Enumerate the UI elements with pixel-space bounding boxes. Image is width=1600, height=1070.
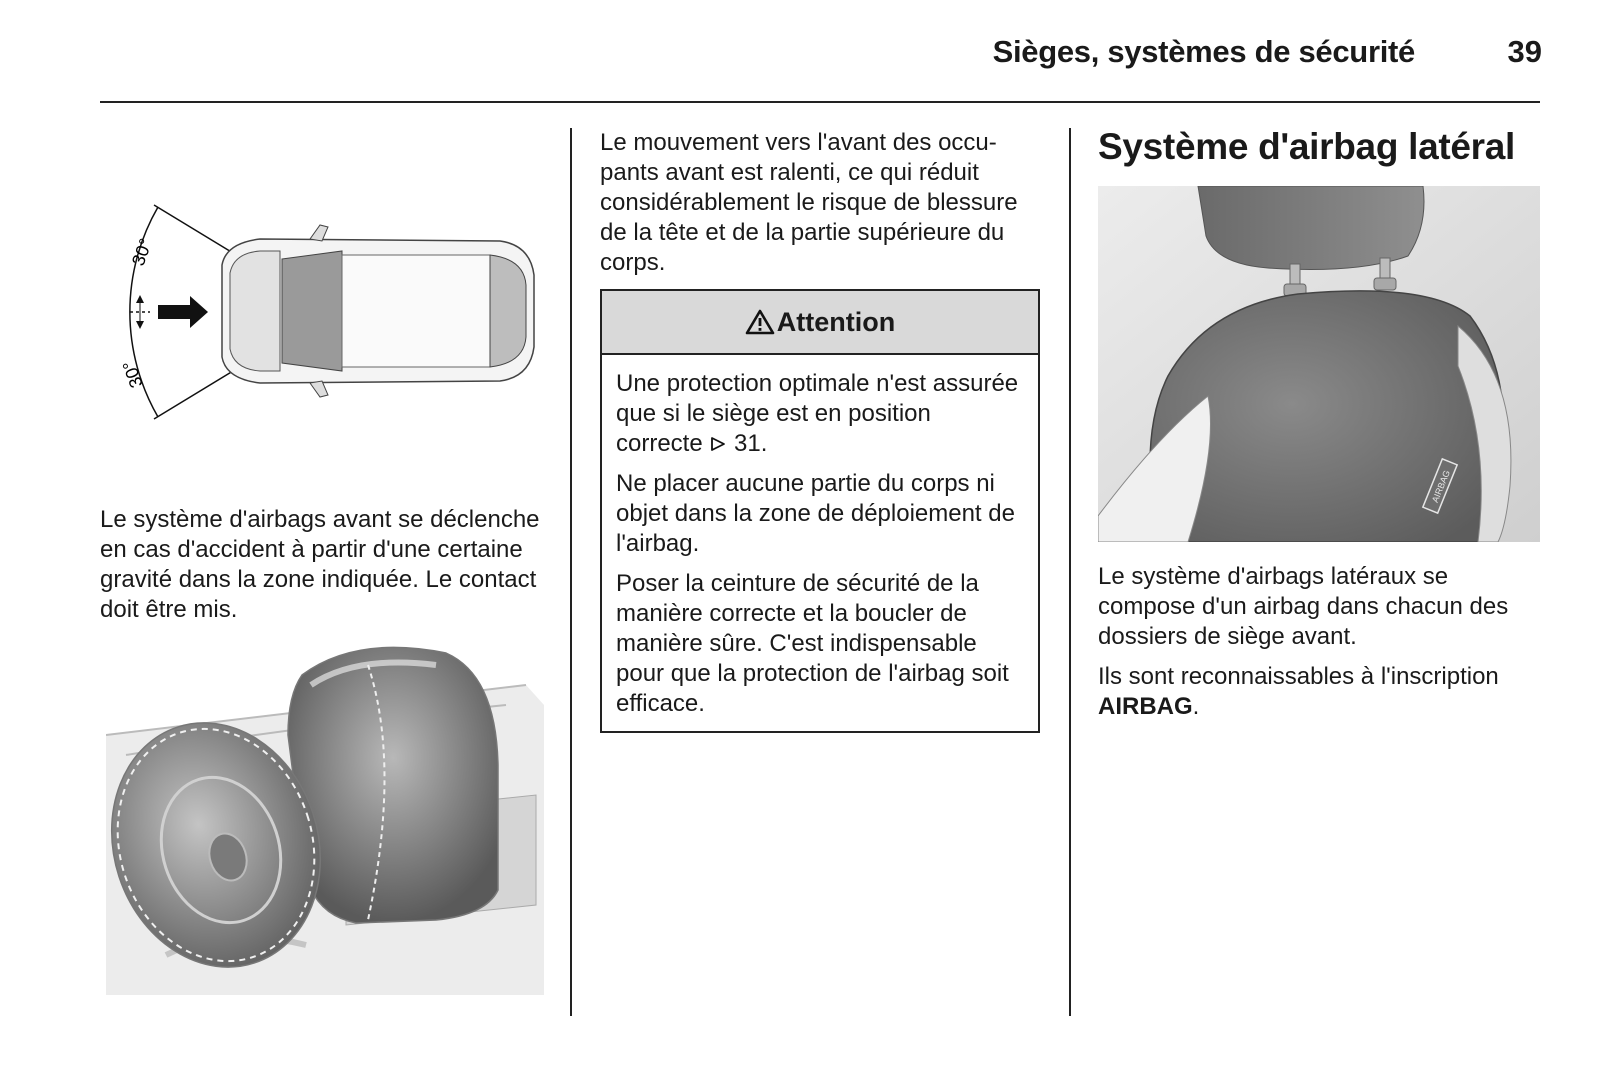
warning-paragraph-3: Poser la ceinture de sécurité de la manière correcte et la boucler de manière sûre. C'est indispensable pour que la protection de l'airbag soit efficace. <box>616 570 1009 717</box>
airbag-inscription: AIRBAG <box>1098 693 1193 720</box>
header-rule <box>100 101 1540 103</box>
warning-header <box>602 291 1038 355</box>
side-airbag-paragraph-2 <box>1098 662 1548 722</box>
warning-triangle-icon <box>745 309 775 335</box>
warning-paragraph-1-text: Une protection optimale n'est assurée que si le siège est en position correcte <box>616 370 1019 457</box>
warning-paragraph-2: Ne placer aucune partie du corps ni objet dans la zone de déploiement de l'airbag. <box>616 470 1015 557</box>
page-reference-arrow-icon[interactable] <box>709 435 727 453</box>
warning-paragraph-1 <box>616 369 1024 459</box>
column-divider <box>1069 128 1071 1016</box>
column-divider <box>570 128 572 1016</box>
angle-label-upper: 30° <box>127 235 157 269</box>
side-airbag-paragraph-2-end: . <box>1192 693 1200 720</box>
chapter-title: Sièges, systèmes de sécurité <box>992 34 1415 69</box>
front-airbag-deployment-figure <box>106 645 544 995</box>
seat-airbag-label: AIRBAG <box>1429 468 1452 505</box>
warning-box <box>600 289 1040 733</box>
page-number: 39 <box>1507 34 1542 69</box>
side-airbag-seat-figure <box>1098 186 1540 542</box>
side-airbag-text <box>1098 562 1548 732</box>
side-airbag-paragraph-2-text: Ils sont reconnaissables à l'inscription <box>1098 663 1499 690</box>
movement-paragraph: Le mouvement vers l'avant des occupants avant est ralenti, ce qui réduit considérablement le risque de blessure de la tête et de la partie supérieure du corps. <box>600 129 1018 276</box>
warning-title: Attention <box>776 306 896 337</box>
side-airbag-paragraph-1: Le système d'airbags latéraux se compose d'un airbag dans chacun des dossiers de siège avant. <box>1098 563 1509 650</box>
front-airbag-paragraph: Le système d'airbags avant se déclenche en cas d'accident à partir d'une certaine gravité dans la zone indiquée. Le contact doit être mis. <box>100 506 540 623</box>
angle-label-lower: 30° <box>118 358 147 391</box>
page-reference-link[interactable]: 31. <box>734 430 768 457</box>
car-top-view-figure <box>110 195 550 425</box>
section-title: Système d'airbag latéral <box>1098 126 1516 167</box>
